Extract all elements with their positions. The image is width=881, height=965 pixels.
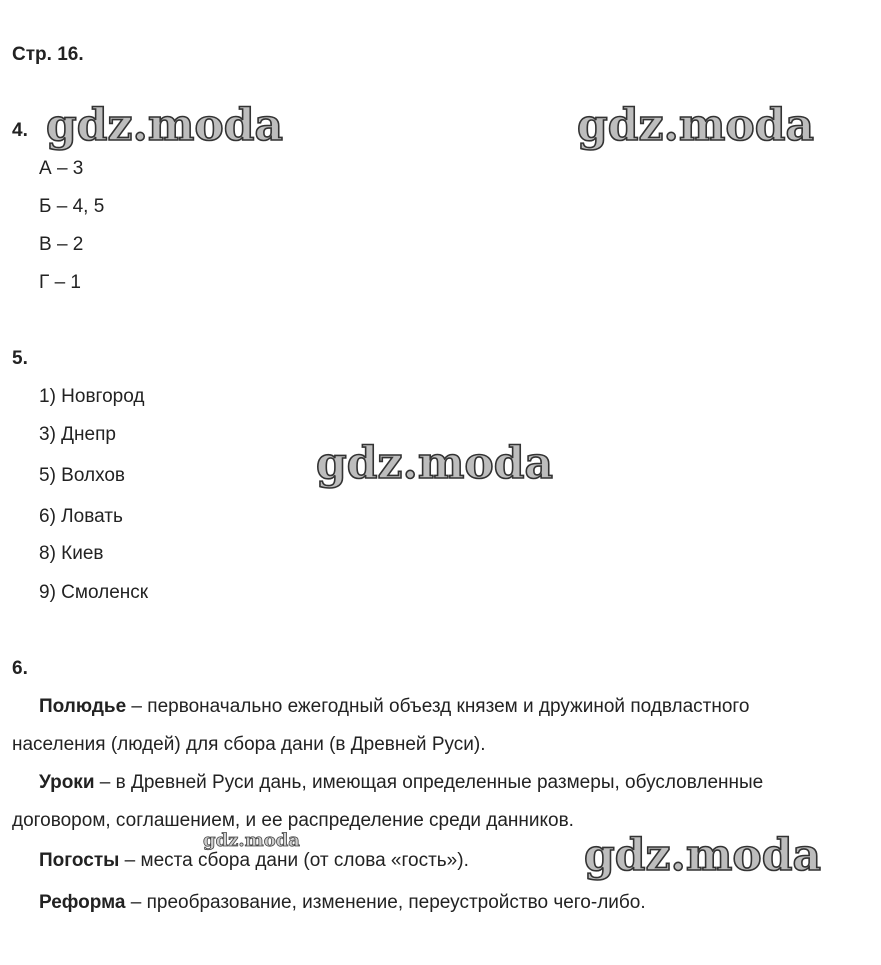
task-5-item: 8) Киев bbox=[39, 543, 104, 564]
definition-poliudie bbox=[39, 696, 750, 718]
definition-text: – места сбора дани (от слова «гость»). bbox=[119, 850, 469, 871]
task-4-item: Г – 1 bbox=[39, 272, 81, 293]
task-4-item: А – 3 bbox=[39, 158, 84, 179]
definition-reforma bbox=[39, 892, 646, 914]
definition-poliudie-cont: населения (людей) для сбора дани (в Древней Руси). bbox=[12, 734, 486, 755]
page-label: Стр. 16. bbox=[12, 44, 84, 65]
definition-uroki-cont: договором, соглашением, и ее распределение среди данников. bbox=[12, 810, 574, 831]
task-6-number: 6. bbox=[12, 658, 28, 679]
watermark-logo: gdz.moda bbox=[316, 438, 554, 489]
task-5-item: 6) Ловать bbox=[39, 506, 123, 527]
task-5-item: 9) Смоленск bbox=[39, 582, 149, 603]
task-4-item: Б – 4, 5 bbox=[39, 196, 105, 217]
definition-text: – преобразование, изменение, переустройство чего-либо. bbox=[125, 892, 646, 913]
task-4-number: 4. bbox=[12, 120, 28, 141]
definition-text: – первоначально ежегодный объезд князем и дружиной подвластного bbox=[126, 696, 750, 717]
watermark-logo: gdz.moda bbox=[577, 100, 815, 151]
task-4-item: В – 2 bbox=[39, 234, 84, 255]
definition-uroki bbox=[39, 772, 763, 794]
watermark-logo: gdz.moda bbox=[203, 830, 300, 851]
definition-term: Полюдье bbox=[39, 696, 127, 717]
definition-term: Погосты bbox=[39, 850, 120, 871]
watermark-logo: gdz.moda bbox=[46, 100, 284, 151]
task-5-item: 1) Новгород bbox=[39, 386, 145, 407]
watermark-logo: gdz.moda bbox=[584, 830, 822, 881]
task-5-number: 5. bbox=[12, 348, 28, 369]
task-5-item: 3) Днепр bbox=[39, 424, 116, 445]
definition-pogosty bbox=[39, 850, 469, 872]
task-5-item: 5) Волхов bbox=[39, 465, 126, 486]
definition-term: Реформа bbox=[39, 892, 126, 913]
definition-text: – в Древней Руси дань, имеющая определенные размеры, обусловленные bbox=[94, 772, 764, 793]
definition-term: Уроки bbox=[39, 772, 95, 793]
